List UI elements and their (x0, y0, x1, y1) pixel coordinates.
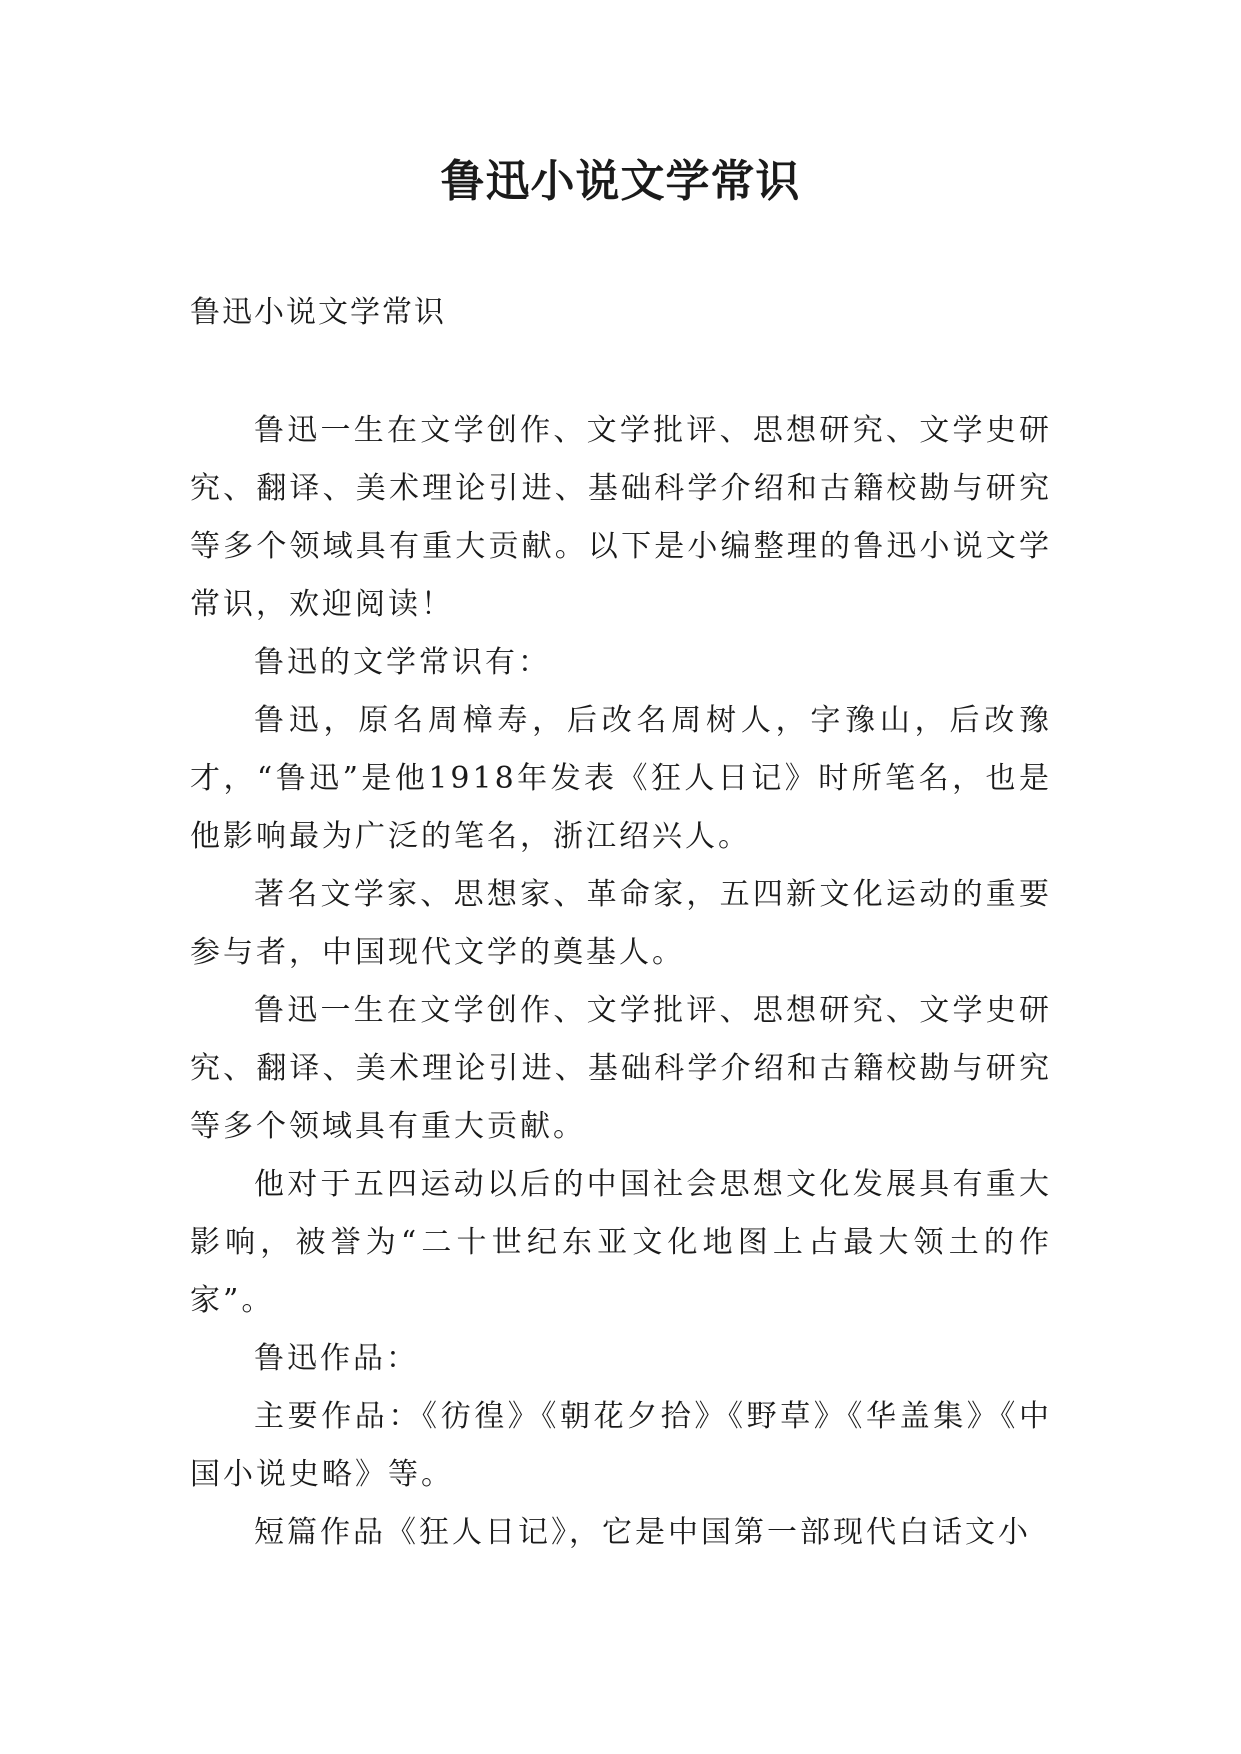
paragraph-knowledge-heading: 鲁迅的文学常识有： (254, 645, 551, 680)
document-subtitle: 鲁迅小说文学常识 (190, 295, 446, 330)
paragraph-roles: 著名文学家、思想家、革命家，五四新文化运动的重要参与者，中国现代文学的奠基人。 (190, 877, 1052, 970)
paragraph-biography: 鲁迅，原名周樟寿，后改名周树人，字豫山，后改豫才，“鲁迅”是他1918年发表《狂人日记》时所笔名，也是他影响最为广泛的笔名，浙江绍兴人。 (190, 703, 1052, 854)
paragraph-short-works: 短篇作品《狂人日记》，它是中国第一部现代白话文小 (254, 1515, 1031, 1550)
document-title: 鲁迅小说文学常识 (440, 156, 801, 207)
document-body (190, 402, 1052, 1562)
paragraph-contributions: 鲁迅一生在文学创作、文学批评、思想研究、文学史研究、翻译、美术理论引进、基础科学介绍和古籍校勘与研究等多个领域具有重大贡献。 (190, 993, 1052, 1144)
paragraph-influence: 他对于五四运动以后的中国社会思想文化发展具有重大影响，被誉为“二十世纪东亚文化地图上占最大领土的作家”。 (190, 1167, 1052, 1318)
paragraph-works-heading: 鲁迅作品： (254, 1341, 419, 1376)
paragraph-intro: 鲁迅一生在文学创作、文学批评、思想研究、文学史研究、翻译、美术理论引进、基础科学介绍和古籍校勘与研究等多个领域具有重大贡献。以下是小编整理的鲁迅小说文学常识，欢迎阅读！ (190, 413, 1052, 622)
paragraph-main-works: 主要作品：《彷徨》《朝花夕拾》《野草》《华盖集》《中国小说史略》等。 (190, 1399, 1052, 1492)
